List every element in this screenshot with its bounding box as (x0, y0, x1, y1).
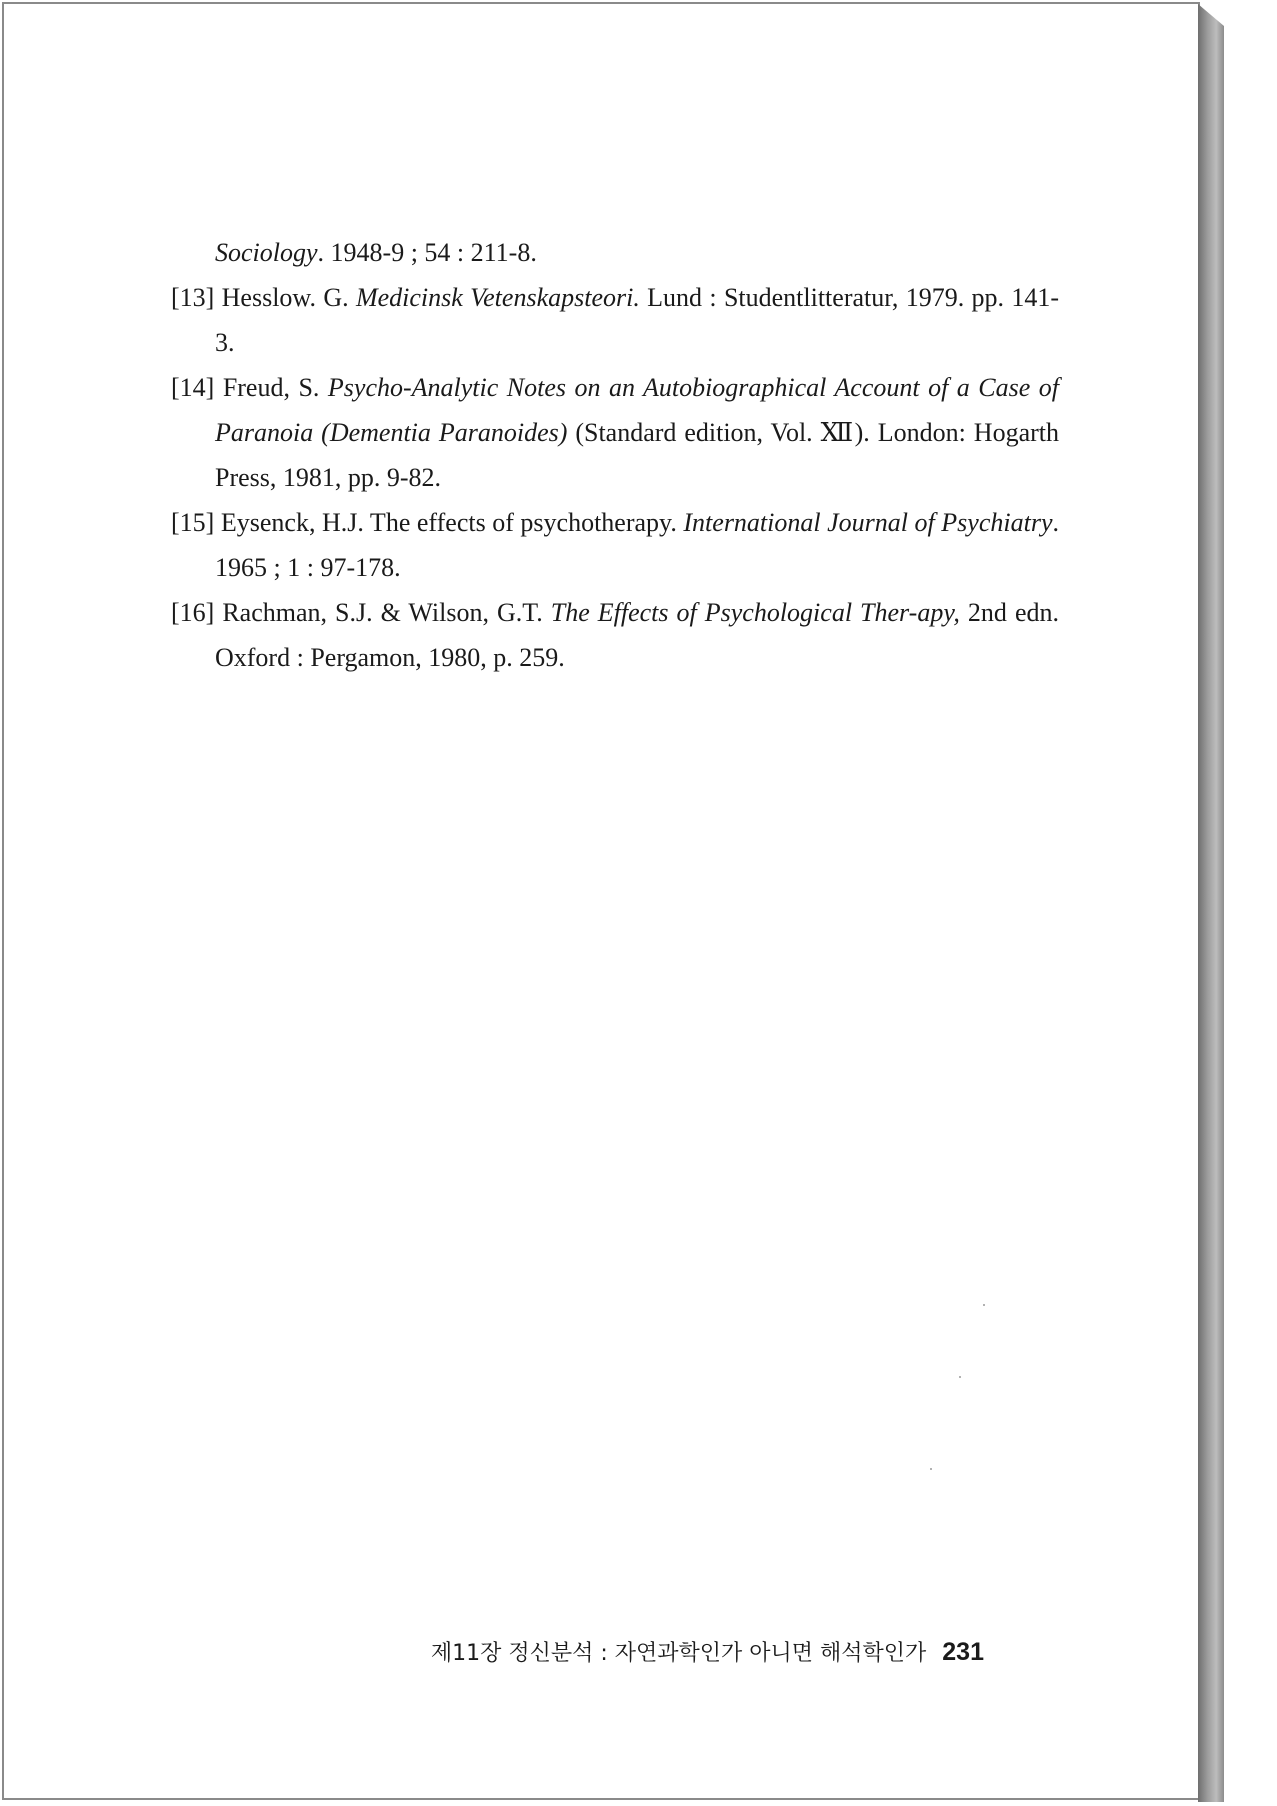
reference-entry (171, 230, 1059, 275)
reference-list (171, 230, 1059, 680)
page-edge-shadow (1198, 4, 1224, 1802)
scan-speck (983, 1304, 985, 1306)
reference-title: International Journal of Psychiatry (683, 508, 1053, 537)
book-page (2, 2, 1200, 1800)
reference-number: [14] (171, 373, 215, 402)
reference-entry (171, 500, 1059, 590)
page-number: 231 (942, 1638, 984, 1666)
scan-speck (930, 1468, 932, 1470)
running-footer (431, 1636, 984, 1667)
scan-speck (959, 1376, 961, 1378)
reference-text: Eysenck, H.J. The effects of psychotherapy. (214, 508, 684, 537)
reference-entry (171, 590, 1059, 680)
reference-text: Hesslow. G. (214, 283, 356, 312)
reference-text: . 1948-9 ; 54 : 211-8. (317, 238, 537, 267)
reference-number: [16] (171, 598, 215, 627)
reference-number: [13] (171, 283, 215, 312)
reference-title: Psycho-Analytic Notes on an Autobiographical Account of a Case of Paranoia (Dementia Paranoides) (215, 373, 1059, 447)
reference-entry (171, 275, 1059, 365)
reference-entry (171, 365, 1059, 500)
reference-title: Medicinsk Vetenskapsteori. (355, 283, 640, 312)
chapter-title: 제11장 정신분석 : 자연과학인가 아니면 해석학인가 (430, 1641, 927, 1666)
reference-text: Freud, S. (214, 373, 328, 402)
reference-text: 2nd edn. Oxford : Pergamon, 1980, p. 259. (215, 598, 1059, 672)
reference-number: [15] (171, 508, 215, 537)
reference-text: . 1965 ; 1 : 97-178. (215, 508, 1059, 582)
reference-text: (Standard edition, Vol. Ⅻ). London: Hogarth Press, 1981, pp. 9-82. (215, 418, 1059, 492)
reference-title: The Effects of Psychological Ther-apy, (550, 598, 960, 627)
reference-title: Sociology (215, 238, 318, 267)
reference-text: Rachman, S.J. & Wilson, G.T. (214, 598, 551, 627)
reference-text: Lund : Studentlitteratur, 1979. pp. 141-3. (215, 283, 1060, 357)
